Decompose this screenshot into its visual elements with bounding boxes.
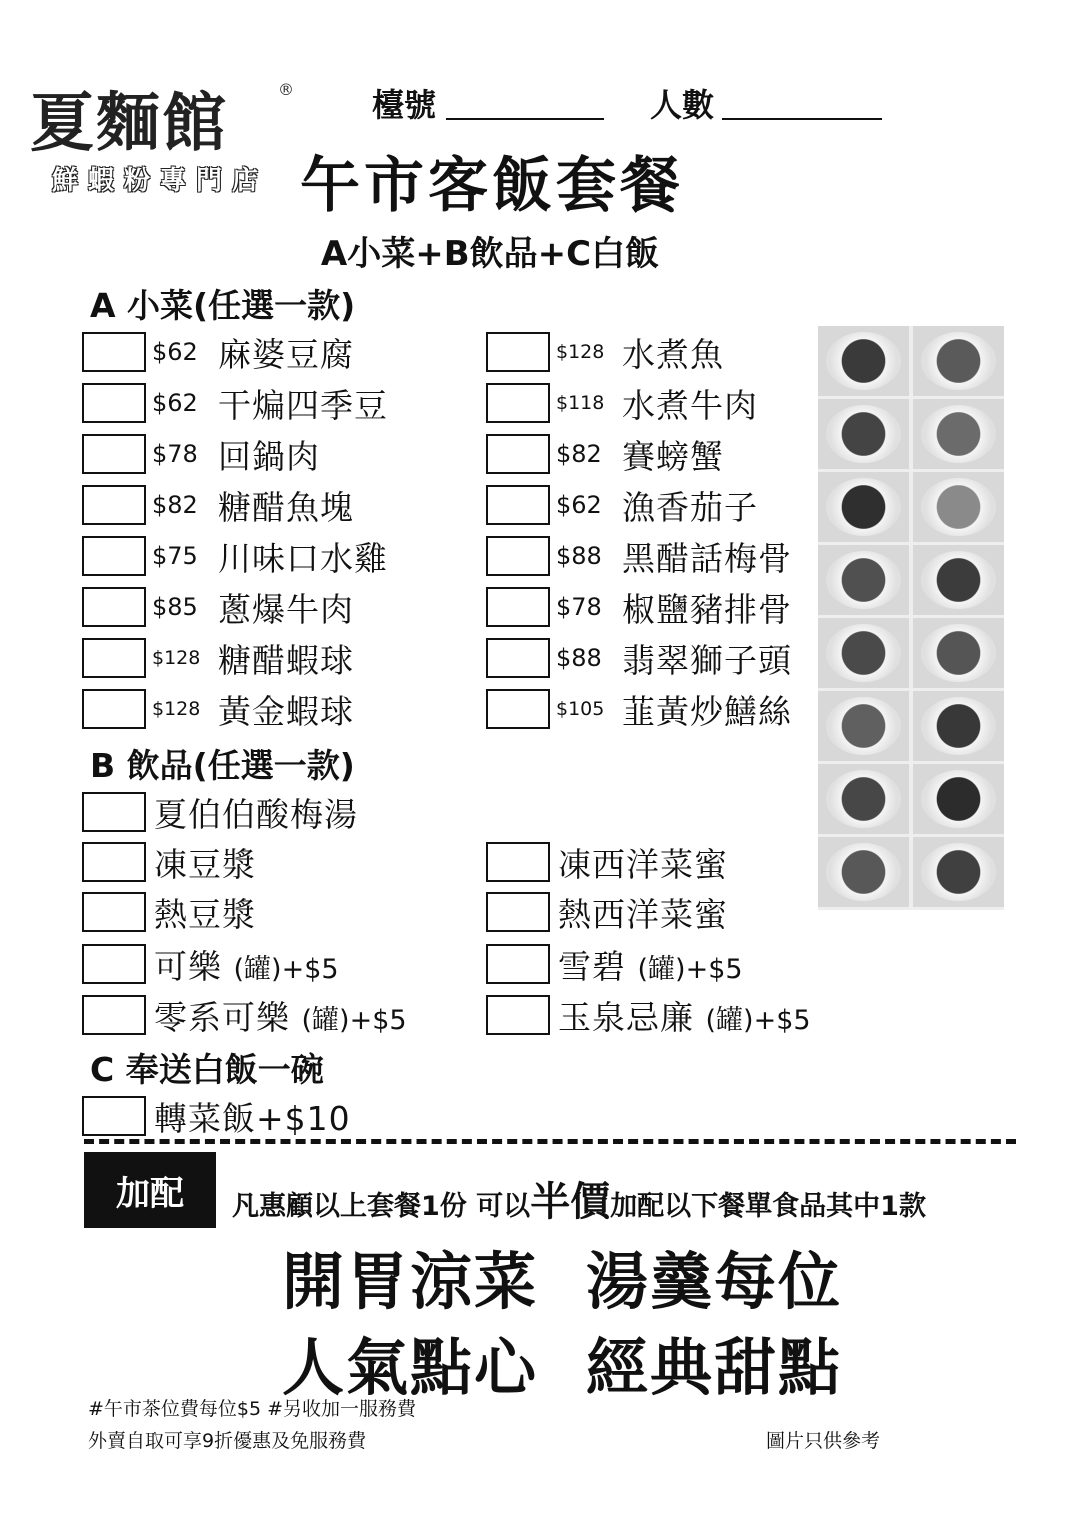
dish-photo xyxy=(913,618,1004,688)
dish-price: $62 xyxy=(152,389,198,417)
dish-photo xyxy=(913,326,1004,396)
dish-price: $88 xyxy=(556,542,602,570)
dish-plate xyxy=(921,551,996,609)
addon-description: 凡惠顧以上套餐1份 可以半價加配以下餐單食品其中1款 xyxy=(232,1179,926,1225)
dish-price: $88 xyxy=(556,644,602,672)
dish-photo xyxy=(818,399,909,469)
dish-photo xyxy=(818,764,909,834)
drink-row xyxy=(82,790,358,834)
dish-checkbox[interactable] xyxy=(486,332,550,372)
drink-row xyxy=(486,993,811,1037)
rice-option: 轉菜飯+$10 xyxy=(154,1098,351,1138)
dish-plate xyxy=(921,843,996,901)
dish-plate xyxy=(921,624,996,682)
dish-row xyxy=(486,687,792,731)
drink-name: 雪碧 (罐)+$5 xyxy=(558,946,743,986)
logo-subtitle: 鮮蝦粉專門店 xyxy=(52,166,269,196)
dish-row xyxy=(486,381,758,425)
dish-checkbox[interactable] xyxy=(486,638,550,678)
dish-checkbox[interactable] xyxy=(486,536,550,576)
dish-name: 黑醋話梅骨 xyxy=(622,538,792,578)
dish-name: 干煸四季豆 xyxy=(218,385,388,425)
dish-price: $118 xyxy=(556,392,605,414)
drink-name: 熱西洋菜蜜 xyxy=(558,894,728,934)
drink-checkbox[interactable] xyxy=(486,892,550,932)
dish-checkbox[interactable] xyxy=(82,383,146,423)
drink-checkbox[interactable] xyxy=(486,842,550,882)
drink-name: 凍豆漿 xyxy=(154,844,256,884)
dish-name: 水煮牛肉 xyxy=(622,385,758,425)
dish-name: 椒鹽豬排骨 xyxy=(622,589,792,629)
photo-disclaimer: 圖片只供參考 xyxy=(766,1430,881,1452)
dish-plate xyxy=(826,405,901,463)
menu-title: 午市客飯套餐 xyxy=(300,151,684,221)
drink-row xyxy=(82,840,256,884)
drink-name: 可樂 (罐)+$5 xyxy=(154,946,339,986)
dish-price: $78 xyxy=(556,593,602,621)
dish-photo xyxy=(913,691,1004,761)
drink-checkbox[interactable] xyxy=(486,995,550,1035)
drink-surcharge: (罐)+$5 xyxy=(233,953,339,985)
dish-row xyxy=(486,636,792,680)
dish-price: $128 xyxy=(152,647,201,669)
addon-item: 開胃涼菜 xyxy=(282,1245,539,1318)
dish-name: 水煮魚 xyxy=(622,334,724,374)
drink-row xyxy=(486,890,728,934)
dish-checkbox[interactable] xyxy=(486,383,550,423)
dish-checkbox[interactable] xyxy=(486,434,550,474)
dish-price: $82 xyxy=(556,440,602,468)
dish-row xyxy=(82,432,320,476)
dish-row xyxy=(82,636,354,680)
dish-checkbox[interactable] xyxy=(486,587,550,627)
dish-plate xyxy=(921,478,996,536)
registered-mark: ® xyxy=(278,80,294,99)
dish-plate xyxy=(826,478,901,536)
drink-surcharge: (罐)+$5 xyxy=(637,953,743,985)
dish-row xyxy=(82,585,354,629)
rice-row xyxy=(82,1094,351,1138)
dish-row xyxy=(486,534,792,578)
dish-plate xyxy=(921,770,996,828)
dish-photo xyxy=(818,545,909,615)
drink-row xyxy=(486,840,728,884)
drink-name: 凍西洋菜蜜 xyxy=(558,844,728,884)
drink-row xyxy=(82,942,339,986)
menu-subtitle: A小菜+B飲品+C白飯 xyxy=(320,234,660,274)
dish-photo xyxy=(913,837,1004,907)
dish-row xyxy=(486,585,792,629)
dish-name: 糖醋蝦球 xyxy=(218,640,354,680)
dish-row xyxy=(82,534,388,578)
drink-row xyxy=(82,993,407,1037)
dish-photo-grid xyxy=(818,326,1004,910)
dish-row xyxy=(82,381,388,425)
drink-checkbox[interactable] xyxy=(82,995,146,1035)
dish-name: 蔥爆牛肉 xyxy=(218,589,354,629)
drink-checkbox[interactable] xyxy=(486,944,550,984)
drink-name: 零系可樂 (罐)+$5 xyxy=(154,997,407,1037)
drink-name: 熱豆漿 xyxy=(154,894,256,934)
drink-checkbox[interactable] xyxy=(82,792,146,832)
dish-row xyxy=(486,432,724,476)
dish-name: 糖醋魚塊 xyxy=(218,487,354,527)
people-count-label: 人數 xyxy=(650,86,715,124)
dish-name: 翡翠獅子頭 xyxy=(622,640,792,680)
drink-checkbox[interactable] xyxy=(82,944,146,984)
dish-plate xyxy=(826,697,901,755)
addon-item: 人氣點心 xyxy=(282,1331,539,1404)
dish-checkbox[interactable] xyxy=(82,485,146,525)
dish-price: $128 xyxy=(152,698,201,720)
dish-price: $128 xyxy=(556,341,605,363)
dish-photo xyxy=(913,545,1004,615)
drink-surcharge: (罐)+$5 xyxy=(705,1004,811,1036)
dish-photo xyxy=(818,691,909,761)
section-a-heading: A 小菜(任選一款) xyxy=(90,286,356,325)
dish-plate xyxy=(921,405,996,463)
dish-row xyxy=(82,687,354,731)
dish-plate xyxy=(826,770,901,828)
dish-checkbox[interactable] xyxy=(82,434,146,474)
takeaway-note: 外賣自取可享9折優惠及免服務費 xyxy=(88,1430,367,1452)
dish-row xyxy=(82,330,354,374)
people-count-field[interactable] xyxy=(722,80,882,120)
dish-plate xyxy=(826,332,901,390)
dish-name: 黃金蝦球 xyxy=(218,691,354,731)
dish-price: $78 xyxy=(152,440,198,468)
dish-photo xyxy=(818,472,909,542)
tea-fee-note: #午市茶位費每位$5 #另收加一服務費 xyxy=(88,1398,417,1420)
dish-checkbox[interactable] xyxy=(82,638,146,678)
dish-plate xyxy=(826,843,901,901)
half-price-emphasis: 半價 xyxy=(530,1179,611,1225)
dish-checkbox[interactable] xyxy=(82,536,146,576)
dish-price: $85 xyxy=(152,593,198,621)
dish-photo xyxy=(913,764,1004,834)
rice-checkbox[interactable] xyxy=(82,1096,146,1136)
drink-row xyxy=(82,890,256,934)
dish-price: $75 xyxy=(152,542,198,570)
section-b-heading: B 飲品(任選一款) xyxy=(90,746,355,785)
dish-checkbox[interactable] xyxy=(486,689,550,729)
dish-photo xyxy=(818,618,909,688)
dish-name: 賽螃蟹 xyxy=(622,436,724,476)
dish-plate xyxy=(921,332,996,390)
drink-name: 夏伯伯酸梅湯 xyxy=(154,794,358,834)
dish-row xyxy=(486,330,724,374)
dish-plate xyxy=(826,551,901,609)
dish-photo xyxy=(818,837,909,907)
addon-item: 經典甜點 xyxy=(586,1331,843,1404)
drink-checkbox[interactable] xyxy=(82,842,146,882)
dish-name: 麻婆豆腐 xyxy=(218,334,354,374)
dish-row xyxy=(486,483,758,527)
addon-label: 加配 xyxy=(84,1152,216,1228)
dish-checkbox[interactable] xyxy=(486,485,550,525)
table-number-field[interactable] xyxy=(446,80,604,120)
dish-name: 回鍋肉 xyxy=(218,436,320,476)
drink-row xyxy=(486,942,743,986)
dish-name: 漁香茄子 xyxy=(622,487,758,527)
dish-checkbox[interactable] xyxy=(82,332,146,372)
dish-name: 韮黃炒鱔絲 xyxy=(622,691,792,731)
dish-price: $62 xyxy=(556,491,602,519)
dish-plate xyxy=(921,697,996,755)
dish-price: $82 xyxy=(152,491,198,519)
dish-photo xyxy=(913,472,1004,542)
dish-price: $62 xyxy=(152,338,198,366)
dish-checkbox[interactable] xyxy=(82,689,146,729)
table-number-label: 檯號 xyxy=(372,86,437,124)
section-c-heading: C 奉送白飯一碗 xyxy=(90,1050,324,1089)
dish-photo xyxy=(913,399,1004,469)
drink-name: 玉泉忌廉 (罐)+$5 xyxy=(558,997,811,1037)
dish-plate xyxy=(826,624,901,682)
dashed-divider xyxy=(84,1139,1016,1144)
dish-checkbox[interactable] xyxy=(82,587,146,627)
drink-surcharge: (罐)+$5 xyxy=(301,1004,407,1036)
dish-price: $105 xyxy=(556,698,605,720)
dish-name: 川味口水雞 xyxy=(218,538,388,578)
dish-photo xyxy=(818,326,909,396)
drink-checkbox[interactable] xyxy=(82,892,146,932)
restaurant-logo: 夏麵館 xyxy=(30,86,228,161)
addon-item: 湯羹每位 xyxy=(586,1245,843,1318)
dish-row xyxy=(82,483,354,527)
